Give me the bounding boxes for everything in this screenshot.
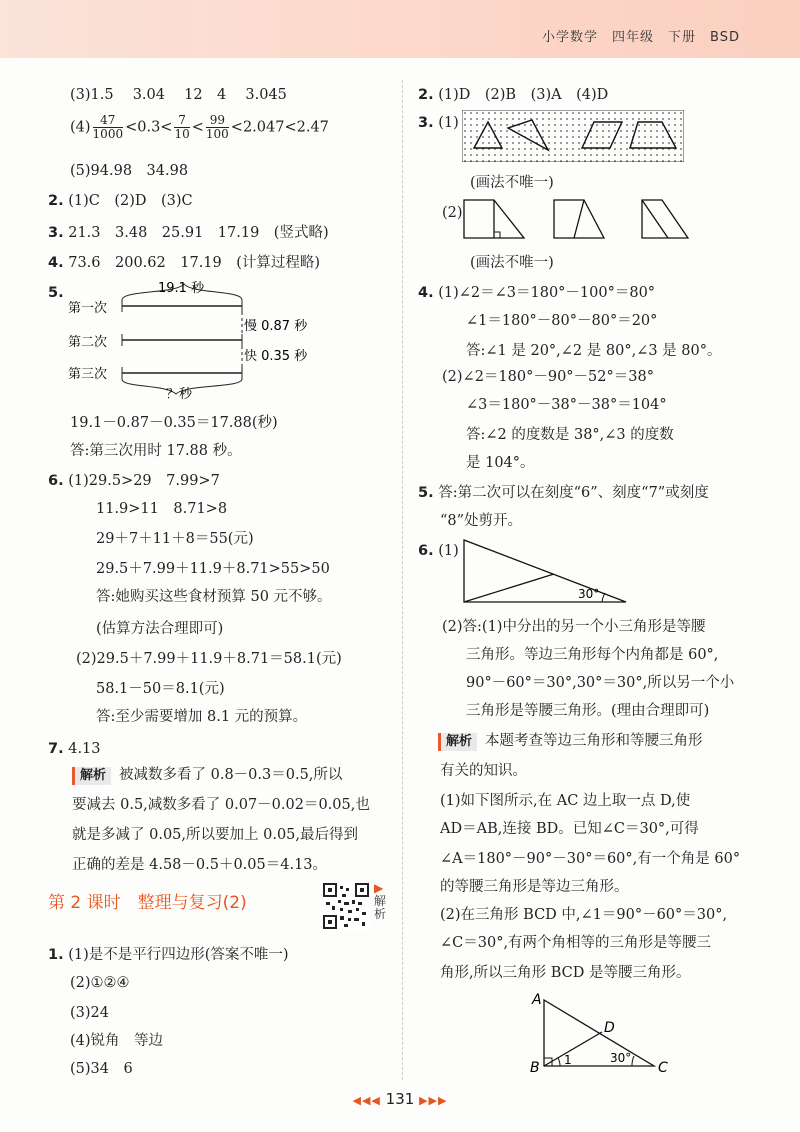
q7-analysis-line2: 要减去 0.5,减数多看了 0.07－0.02＝0.05,也 bbox=[72, 797, 370, 813]
angle-30-label: 30° bbox=[610, 1051, 632, 1065]
q6-line7: (2)29.5＋7.99＋11.9＋8.71＝58.1(元) bbox=[76, 651, 342, 667]
fraction: $\frac{47}{1000}$ bbox=[92, 113, 124, 141]
r-analysis-line7: (2)在三角形 BCD 中,∠1＝90°－60°＝30°, bbox=[440, 907, 728, 923]
r-analysis-line8: ∠C＝30°,有两个角相等的三角形是等腰三 bbox=[440, 935, 712, 951]
q6-line9: 答:至少需要增加 8.1 元的预算。 bbox=[96, 709, 308, 725]
q5-answer: 答:第三次用时 17.88 秒。 bbox=[70, 443, 242, 459]
r-analysis-line4: AD＝AB,连接 BD。已知∠C＝30°,可得 bbox=[440, 821, 699, 837]
q7-answer: 7. 4.13 bbox=[48, 741, 101, 757]
fast-label: 快 0.35 秒 bbox=[244, 349, 308, 364]
q6-line6: (估算方法合理即可) bbox=[96, 621, 224, 637]
r-q6-line4: 三角形是等腰三角形。(理由合理即可) bbox=[466, 703, 710, 719]
top-value: 19.1 秒 bbox=[158, 281, 205, 296]
r-analysis-line9: 角形,所以三角形 BCD 是等腰三角形。 bbox=[440, 965, 691, 981]
page-number-text: 131 bbox=[385, 1090, 415, 1108]
q3-answer: 3. 21.3 3.48 25.91 17.19 (竖式略) bbox=[48, 225, 329, 241]
b1-part5: (5)34 6 bbox=[70, 1061, 133, 1077]
r-analysis-line5: ∠A＝180°－90°－30°＝60°,有一个角是 60° bbox=[440, 851, 741, 867]
q1-part5: (5)94.98 34.98 bbox=[70, 163, 189, 179]
diagram-label: 第一次 bbox=[68, 301, 108, 316]
r-q6-line3: 90°－60°＝30°,30°＝30°,所以另一个小 bbox=[466, 675, 735, 691]
b1-part3: (3)24 bbox=[70, 1005, 109, 1021]
r-q2-answer: 2. (1)D (2)B (3)A (4)D bbox=[418, 87, 609, 103]
q1-part4: (4) $\frac{47}{1000}$ <0.3< $\frac{7}{10}$ < $\frac{99}{100}$ <2.047<2.47 bbox=[70, 113, 329, 141]
q7-analysis-line3: 就是多减了 0.05,所以要加上 0.05,最后得到 bbox=[72, 827, 359, 843]
unknown-label: ？秒 bbox=[166, 387, 193, 402]
q6-line1: 6. (1)29.5>29 7.99>7 bbox=[48, 473, 220, 489]
header-title: 小学数学 四年级 下册 BSD bbox=[542, 30, 740, 45]
q4-answer: 4. 73.6 200.62 17.19 (计算过程略) bbox=[48, 255, 321, 271]
r-q6-line1: (2)答:(1)中分出的另一个小三角形是等腰 bbox=[442, 619, 706, 635]
q6-line3: 29＋7＋11＋8＝55(元) bbox=[96, 531, 254, 547]
r-q4-line3: 答:∠1 是 20°,∠2 是 80°,∠3 是 80°。 bbox=[466, 343, 722, 359]
play-icon: ▶ bbox=[374, 881, 384, 895]
r-q3-part1: 3. (1) bbox=[418, 115, 459, 131]
lesson-title: 第 2 课时 整理与复习(2) bbox=[48, 893, 247, 913]
b1-part4: (4)锐角 等边 bbox=[70, 1033, 164, 1049]
r-analysis-line2: 有关的知识。 bbox=[440, 763, 527, 779]
q7-analysis-line1: 解析 被减数多看了 0.8－0.3＝0.5,所以 bbox=[72, 762, 342, 788]
q6-line8: 58.1－50＝8.1(元) bbox=[96, 681, 225, 697]
angle-label: 30° bbox=[578, 587, 600, 601]
q6-line4: 29.5＋7.99＋11.9＋8.71>55>50 bbox=[96, 561, 330, 577]
r-q4-line7: 是 104°。 bbox=[466, 455, 535, 471]
r-q4-line2: ∠1＝180°－80°－80°＝20° bbox=[466, 313, 658, 329]
q6-line5: 答:她购买这些食材预算 50 元不够。 bbox=[96, 589, 332, 605]
angle-1-label: 1 bbox=[564, 1053, 572, 1067]
left-arrows-icon: ◀◀◀ bbox=[352, 1094, 381, 1107]
r-q4-line5: ∠3＝180°－38°－38°＝104° bbox=[466, 397, 667, 413]
q2-answer: 2. (1)C (2)D (3)C bbox=[48, 193, 193, 209]
q7-analysis-line4: 正确的差是 4.58－0.5＋0.05＝4.13。 bbox=[72, 857, 328, 873]
fraction: $\frac{99}{100}$ bbox=[205, 113, 229, 141]
analysis-tag: 解析 bbox=[72, 767, 111, 785]
trapezoid-division-figure bbox=[462, 198, 692, 240]
r-analysis-line1: 解析 本题考查等边三角形和等腰三角形 bbox=[438, 728, 703, 754]
r-q6-line2: 三角形。等边三角形每个内角都是 60°, bbox=[466, 647, 719, 663]
diagram-label: 第二次 bbox=[68, 335, 108, 350]
r-q6-part1: 6. (1) bbox=[418, 543, 459, 559]
vertex-C: C bbox=[658, 1060, 668, 1074]
right-arrows-icon: ▶▶▶ bbox=[419, 1094, 448, 1107]
q1-part3: (3)1.5 3.04 12 4 3.045 bbox=[70, 87, 287, 103]
analysis-tag: 解析 bbox=[438, 733, 477, 751]
b1-part2: (2)①②④ bbox=[70, 975, 130, 991]
page-number bbox=[0, 1090, 800, 1108]
qr-label: ▶解析 bbox=[374, 881, 387, 921]
fraction: $\frac{7}{10}$ bbox=[174, 113, 190, 141]
r-analysis-line6: 的等腰三角形是等边三角形。 bbox=[440, 879, 629, 895]
vertex-A: A bbox=[532, 992, 542, 1008]
vertex-B: B bbox=[530, 1060, 540, 1074]
diagram-label: 第三次 bbox=[68, 367, 108, 382]
r-q5-line2: “8”处剪开。 bbox=[440, 513, 523, 529]
q5-number: 5. bbox=[48, 285, 64, 301]
triangle-figure-30 bbox=[460, 536, 630, 606]
dot-grid-figure bbox=[462, 110, 684, 162]
note-drawing-1: (画法不唯一) bbox=[470, 175, 554, 191]
r-analysis-line3: (1)如下图所示,在 AC 边上取一点 D,使 bbox=[440, 793, 691, 809]
note-drawing-2: (画法不唯一) bbox=[470, 255, 554, 271]
triangle-abcd-figure bbox=[524, 990, 674, 1074]
r-q4-line6: 答:∠2 的度数是 38°,∠3 的度数 bbox=[466, 427, 674, 443]
r-q4-line4: (2)∠2＝180°－90°－52°＝38° bbox=[442, 369, 654, 385]
slow-label: 慢 0.87 秒 bbox=[244, 319, 308, 334]
r-q5-line1: 5. 答:第二次可以在刻度“6”、刻度“7”或刻度 bbox=[418, 485, 709, 501]
b1-part1: 1. (1)是不是平行四边形(答案不唯一) bbox=[48, 947, 289, 963]
r-q3-part2: (2) bbox=[442, 205, 463, 221]
vertex-D: D bbox=[604, 1020, 615, 1036]
q5-equation: 19.1－0.87－0.35＝17.88(秒) bbox=[70, 415, 278, 431]
q6-line2: 11.9>11 8.71>8 bbox=[96, 501, 228, 517]
r-q4-line1: 4. (1)∠2＝∠3＝180°－100°＝80° bbox=[418, 285, 656, 301]
